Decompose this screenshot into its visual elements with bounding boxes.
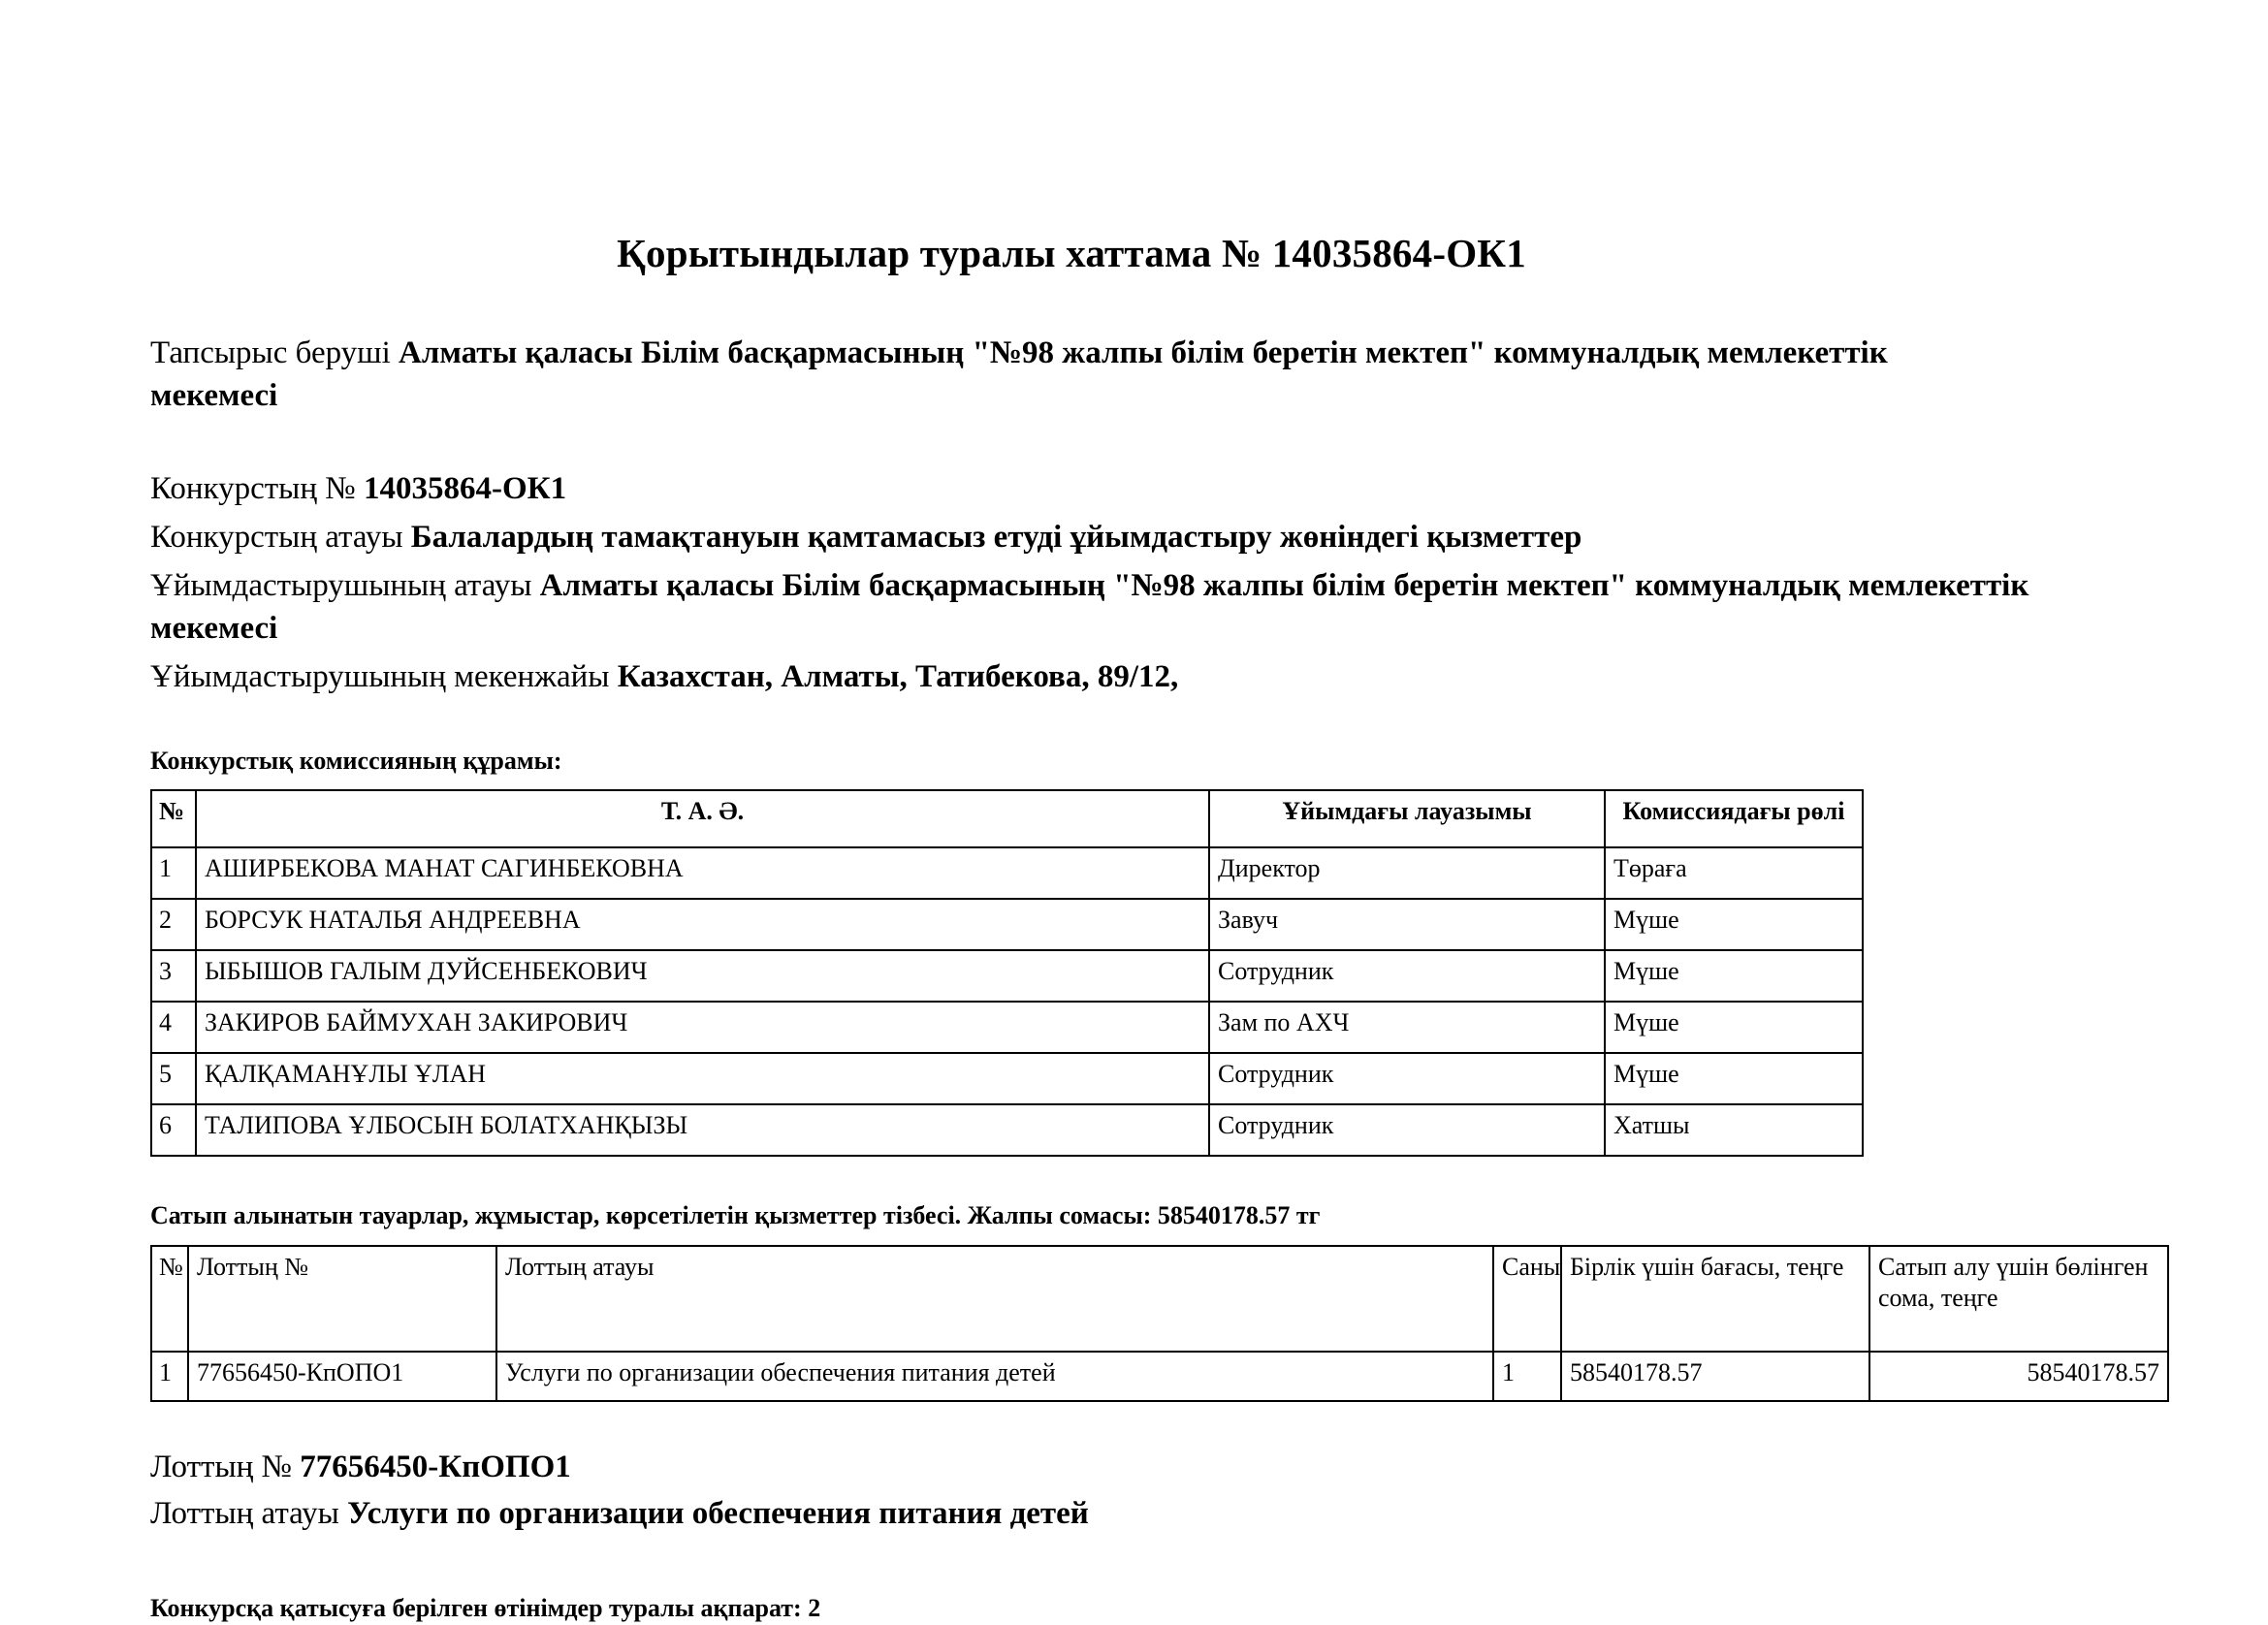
lots-header-lot-name: Лоттың атауы <box>496 1246 1493 1352</box>
lot-number-line <box>150 1447 2119 1489</box>
tender-name-value: Балалардың тамақтануын қамтамасыз етуді ұйымдастыру жөніндегі қызметтер <box>410 519 1582 555</box>
lots-header-num: № <box>151 1246 188 1352</box>
commission-cell-role: Мүше <box>1605 950 1863 1002</box>
commission-cell-role: Мүше <box>1605 1002 1863 1053</box>
tender-number-value: 14035864-ОК1 <box>363 471 567 506</box>
commission-cell-position: Сотрудник <box>1209 1104 1605 1156</box>
goods-caption: Сатып алынатын тауарлар, жұмыстар, көрсетілетін қызметтер тізбесі. Жалпы сомасы: 58540178.57 тг <box>150 1201 1321 1230</box>
tender-info-block <box>150 468 2119 698</box>
commission-cell-position: Зам по АХЧ <box>1209 1002 1605 1053</box>
commission-cell-role: Мүше <box>1605 1053 1863 1104</box>
lot-number-label: Лоттың № <box>150 1449 301 1484</box>
lots-cell-unit-price: 58540178.57 <box>1561 1352 1869 1401</box>
table-row <box>151 950 1863 1002</box>
document-body <box>150 0 2159 1625</box>
commission-cell-name: БОРСУК НАТАЛЬЯ АНДРЕЕВНА <box>196 899 1209 950</box>
commission-cell-num: 1 <box>151 847 196 899</box>
table-row <box>151 1053 1863 1104</box>
commission-cell-name: ЗАКИРОВ БАЙМУХАН ЗАКИРОВИЧ <box>196 1002 1209 1053</box>
lot-name-label: Лоттың атауы <box>150 1495 348 1531</box>
tender-number-label: Конкурстың № <box>150 471 364 506</box>
organizer-name-label: Ұйымдастырушының атауы <box>150 567 540 603</box>
lots-header-quantity: Саны <box>1493 1246 1561 1352</box>
commission-cell-name: ТАЛИПОВА ҰЛБОСЫН БОЛАТХАНҚЫЗЫ <box>196 1104 1209 1156</box>
commission-cell-num: 4 <box>151 1002 196 1053</box>
tender-name-line <box>150 517 2119 559</box>
commission-cell-name: АШИРБЕКОВА МАНАТ САГИНБЕКОВНА <box>196 847 1209 899</box>
tender-number-line <box>150 468 2119 511</box>
lot-detail-block <box>150 1447 2119 1536</box>
commission-cell-role: Мүше <box>1605 899 1863 950</box>
lots-cell-allocated: 58540178.57 <box>1869 1352 2168 1401</box>
commission-caption: Конкурстық комиссияның құрамы: <box>150 747 562 776</box>
tender-name-label: Конкурстың атауы <box>150 519 411 555</box>
table-row <box>151 899 1863 950</box>
lots-header-unit-price: Бірлік үшін бағасы, теңге <box>1561 1246 1869 1352</box>
customer-label: Тапсырыс беруші <box>150 335 399 371</box>
commission-cell-role: Төраға <box>1605 847 1863 899</box>
customer-name: Алматы қаласы Білім басқармасының "№98 жалпы білім беретін мектеп" коммуналдық мемлекеттік мекемесі <box>150 335 1888 414</box>
commission-header-name: Т. А. Ә. <box>196 790 1209 847</box>
customer-line <box>150 333 1925 418</box>
commission-header-position: Ұйымдағы лауазымы <box>1209 790 1605 847</box>
commission-header-role: Комиссиядағы рөлі <box>1605 790 1863 847</box>
commission-cell-num: 2 <box>151 899 196 950</box>
lots-header-lot-number: Лоттың № <box>188 1246 496 1352</box>
commission-cell-position: Сотрудник <box>1209 950 1605 1002</box>
lots-cell-lot-number: 77656450-КпОПО1 <box>188 1352 496 1401</box>
table-row <box>151 847 1863 899</box>
organizer-address-value: Казахстан, Алматы, Татибекова, 89/12, <box>617 658 1179 694</box>
commission-cell-position: Сотрудник <box>1209 1053 1605 1104</box>
table-row <box>151 1352 2168 1401</box>
commission-cell-role: Хатшы <box>1605 1104 1863 1156</box>
commission-header-num: № <box>151 790 196 847</box>
lots-cell-num: 1 <box>151 1352 188 1401</box>
table-header-row <box>151 1246 2168 1352</box>
table-row <box>151 1104 1863 1156</box>
commission-cell-name: ЫБЫШОВ ГАЛЫМ ДУЙСЕНБЕКОВИЧ <box>196 950 1209 1002</box>
lot-name-value: Услуги по организации обеспечения питания детей <box>347 1495 1089 1531</box>
applications-caption: Конкурсқа қатысуға берілген өтінімдер туралы ақпарат: 2 <box>150 1593 821 1622</box>
table-header-row <box>151 790 1863 847</box>
organizer-address-label: Ұйымдастырушының мекенжайы <box>150 658 618 694</box>
page-title: Қорытындылар туралы хаттама № 14035864-ОК1 <box>617 231 1526 275</box>
lot-name-line <box>150 1493 2119 1536</box>
commission-cell-name: ҚАЛҚАМАНҰЛЫ ҰЛАН <box>196 1053 1209 1104</box>
commission-cell-num: 5 <box>151 1053 196 1104</box>
commission-table <box>150 789 1864 1157</box>
organizer-name-value: Алматы қаласы Білім басқармасының "№98 жалпы білім беретін мектеп" коммуналдық мемлекеттік мекемесі <box>150 567 2029 646</box>
lots-cell-quantity: 1 <box>1493 1352 1561 1401</box>
lots-header-allocated: Сатып алу үшін бөлінген сома, теңге <box>1869 1246 2168 1352</box>
commission-cell-num: 3 <box>151 950 196 1002</box>
commission-cell-position: Директор <box>1209 847 1605 899</box>
commission-cell-num: 6 <box>151 1104 196 1156</box>
organizer-name-line <box>150 565 2119 651</box>
table-row <box>151 1002 1863 1053</box>
organizer-address-line <box>150 656 2119 699</box>
commission-cell-position: Завуч <box>1209 899 1605 950</box>
lot-number-value: 77656450-КпОПО1 <box>300 1449 571 1484</box>
lots-table <box>150 1245 2169 1402</box>
lots-cell-lot-name: Услуги по организации обеспечения питания детей <box>496 1352 1493 1401</box>
